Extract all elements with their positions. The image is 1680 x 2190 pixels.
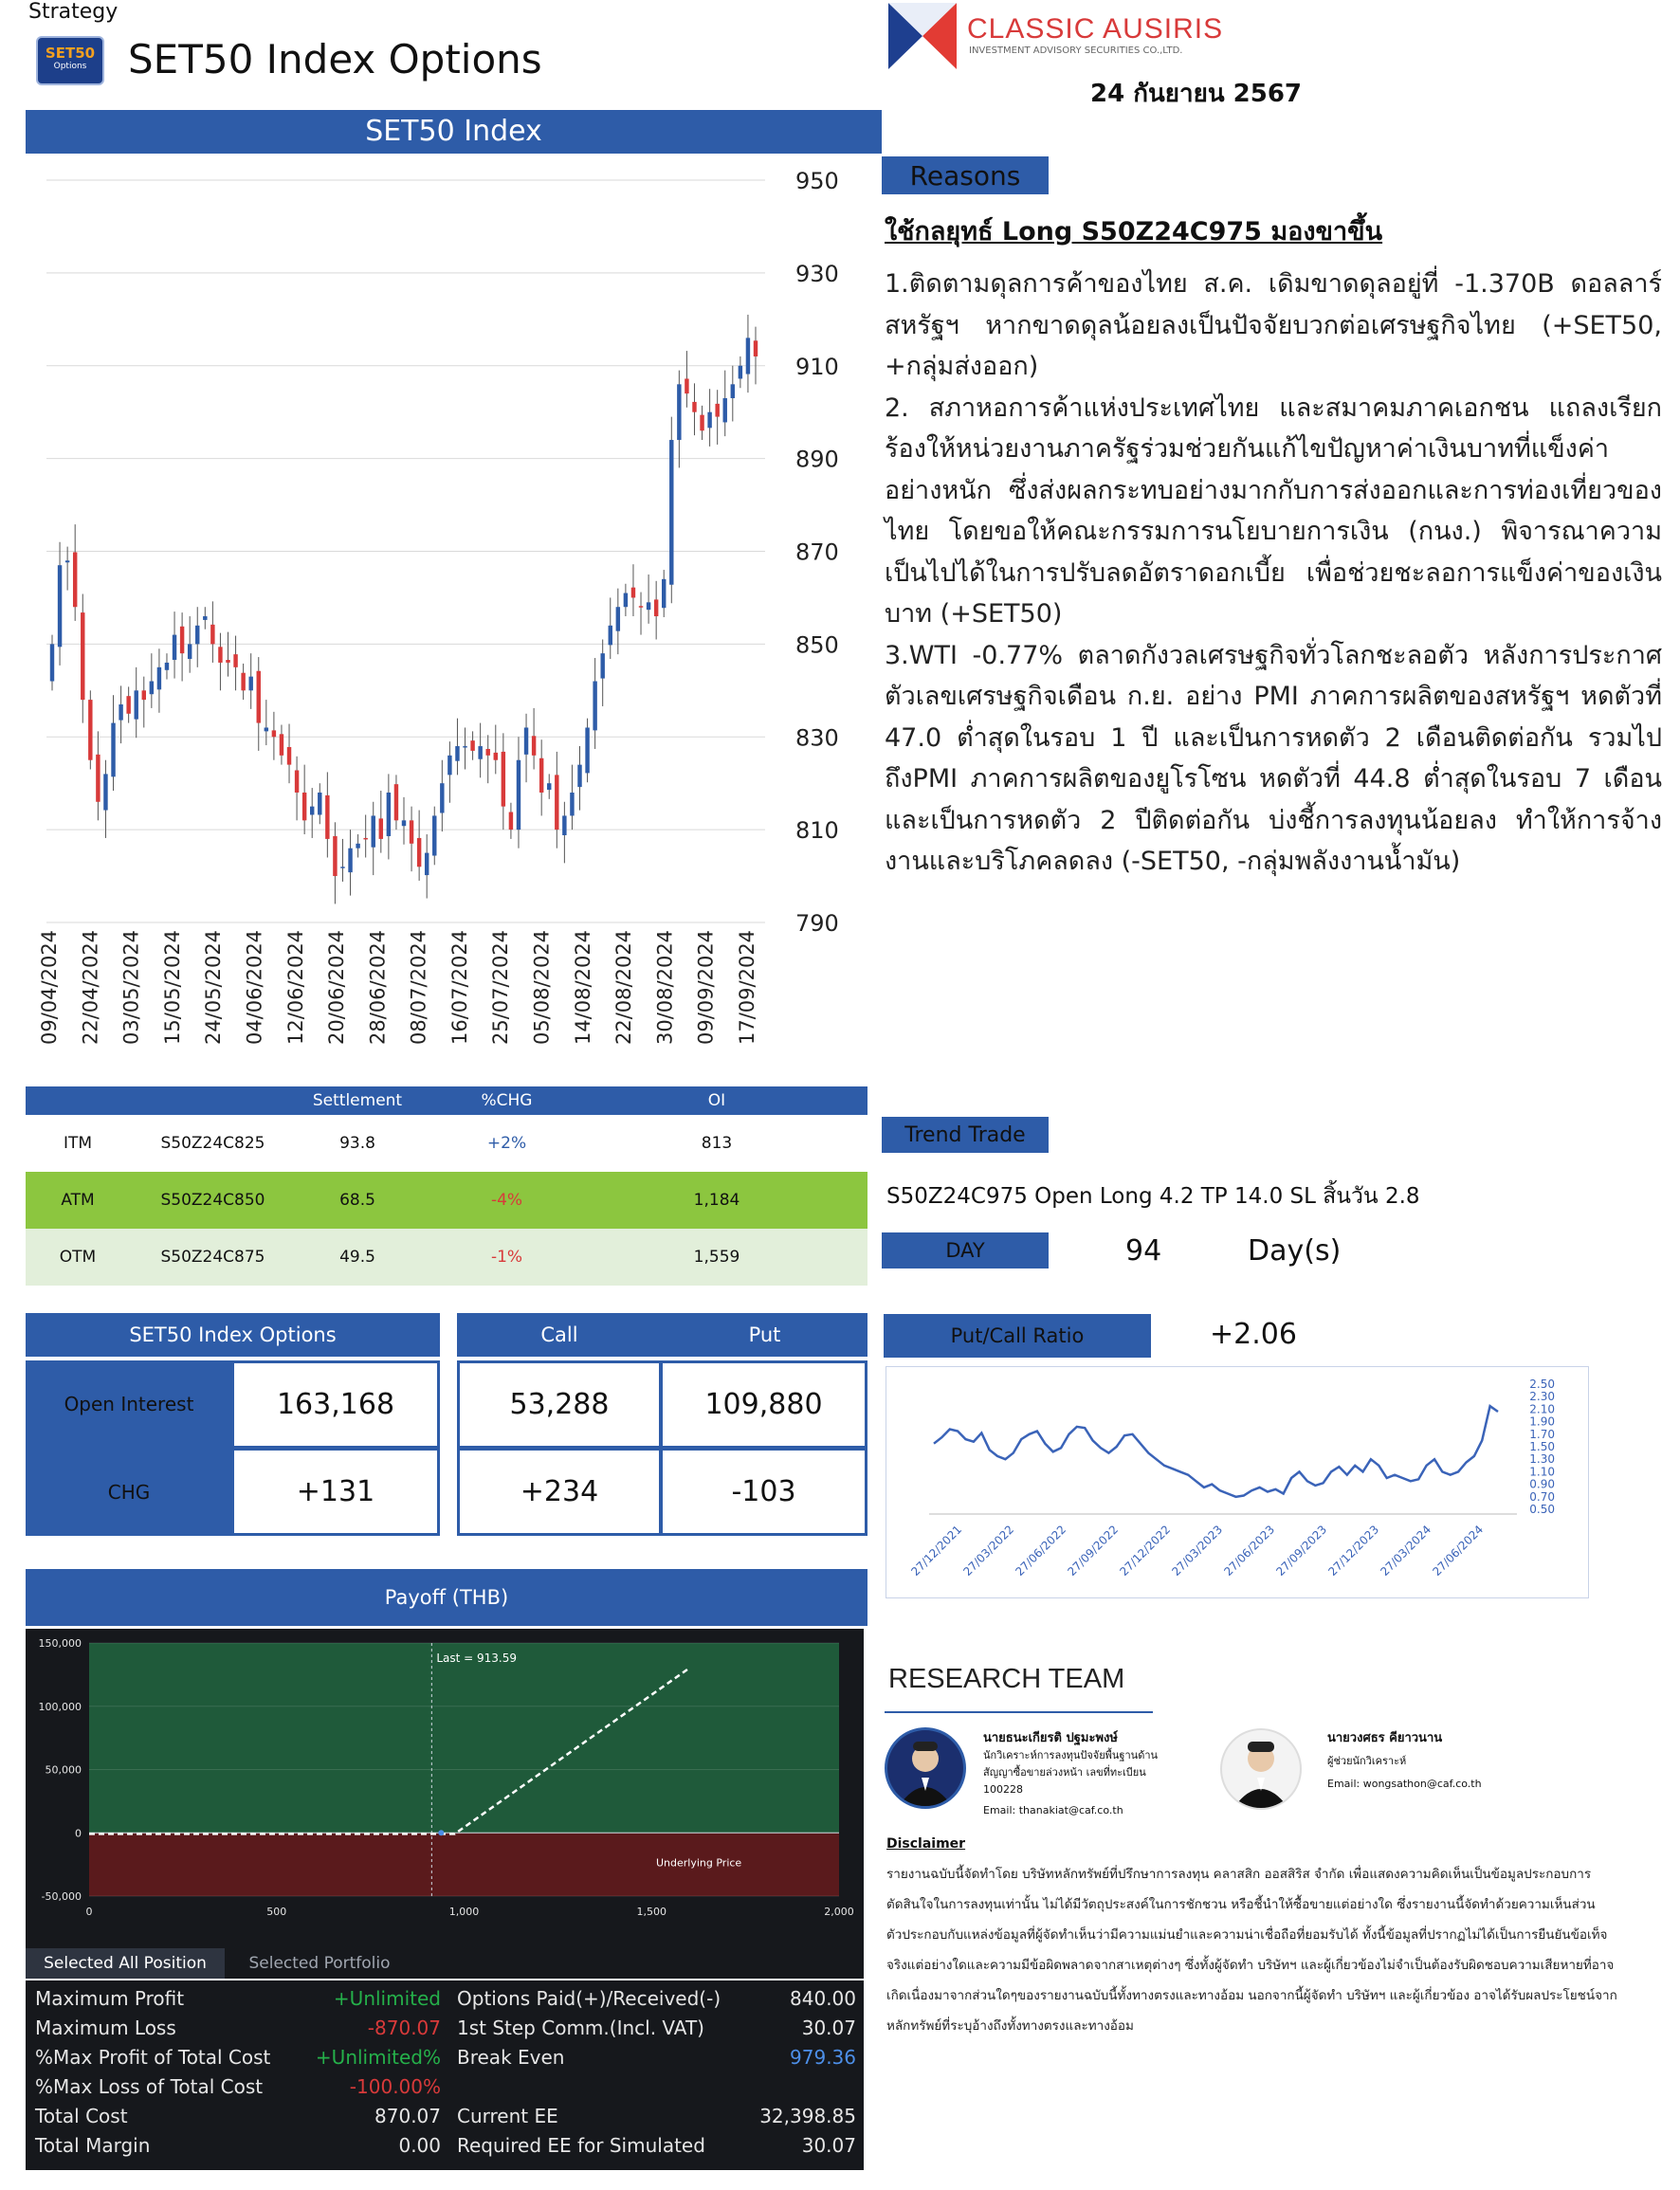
pcr-x-tick: 27/06/2023 xyxy=(1221,1523,1278,1579)
stat-label: Total Cost xyxy=(35,2105,128,2127)
candle-body xyxy=(700,415,703,431)
analyst2-email: Email: wongsathon@caf.co.th xyxy=(1327,1778,1482,1790)
candle-body xyxy=(111,723,115,777)
candle-body xyxy=(555,775,558,830)
row-chg: -1% xyxy=(490,1248,523,1267)
logo-text: SET50 xyxy=(45,45,96,62)
oi-left-block xyxy=(26,1360,440,1536)
oi-call-put-header xyxy=(457,1313,867,1357)
row-oi: 1,559 xyxy=(693,1248,740,1267)
y-tick-label: 830 xyxy=(795,724,839,752)
candle-body xyxy=(593,682,596,731)
payoff-y-tick: 50,000 xyxy=(45,1763,82,1777)
pcr-x-tick: 27/03/2022 xyxy=(960,1523,1017,1579)
candle-body xyxy=(295,770,299,792)
candle-body xyxy=(280,734,283,756)
candle-body xyxy=(425,853,429,875)
candle-body xyxy=(340,867,344,868)
reasons-body xyxy=(885,264,1662,883)
payoff-y-tick: 150,000 xyxy=(38,1637,82,1650)
reason-3: 3.WTI -0.77% ตลาดกังวลเศรษฐกิจทั่วโลกชะลอตัว หลังการประกาศตัวเลขเศรษฐกิจเดือน ก.ย. อย่าง PMI ภาคการผลิตของสหรัฐฯ หดตัวที่ 47.0 ต่ำสุดในรอบ 1 ปี และเป็นการหดตัว 2 เดือนติดต่อกัน รวมไปถึงPMI ภาคการผลิตของยูโรโซน หดตัวที่ 44.8 ต่ำสุดในรอบ 7 เดือน และเป็นการหดตัว 2 ปีติดต่อกัน บ่งชี้การลงทุนน้อยลง ทำให้การจ้างงานและบริโภคลดลง (-SET50, -กลุ่มพลังงานน้ำมัน) xyxy=(885,640,1662,876)
candle-body xyxy=(754,340,758,356)
x-tick-label: 30/08/2024 xyxy=(653,929,677,1045)
col-chg: %CHG xyxy=(481,1091,533,1110)
payoff-x-tick: 1,000 xyxy=(448,1906,480,1918)
analyst1-email: Email: thanakiat@caf.co.th xyxy=(983,1804,1123,1816)
reasons-headline: ใช้กลยุทธ์ Long S50Z24C975 มองขาขึ้น xyxy=(885,217,1383,246)
col-type xyxy=(26,1086,130,1115)
pcr-x-tick: 27/03/2023 xyxy=(1169,1523,1226,1579)
candle-body xyxy=(669,440,673,585)
candle-body xyxy=(81,612,84,700)
oi-table-title: SET50 Index Options xyxy=(26,1313,440,1357)
candle-body xyxy=(241,673,245,691)
page-title: SET50 Index Options xyxy=(128,36,542,82)
candle-body xyxy=(723,398,727,422)
candle-body xyxy=(325,795,329,839)
candle-body xyxy=(134,690,137,719)
underlying-price-label: Underlying Price xyxy=(656,1856,742,1870)
put-header: Put xyxy=(748,1323,781,1346)
candle-body xyxy=(58,565,62,647)
day-unit: Day(s) xyxy=(1248,1234,1342,1268)
candle-body xyxy=(379,818,383,839)
index-chart-title: SET50 Index xyxy=(26,110,882,154)
x-tick-label: 14/08/2024 xyxy=(571,929,594,1045)
pcr-label: Put/Call Ratio xyxy=(884,1314,1151,1358)
oi-put-value: 109,880 xyxy=(663,1363,865,1446)
company-logo xyxy=(888,3,957,69)
row-oi: 813 xyxy=(701,1134,733,1153)
candle-body xyxy=(195,626,199,645)
candle-body xyxy=(142,690,146,700)
candle-body xyxy=(203,616,207,620)
payoff-stats xyxy=(26,1980,864,2170)
candle-body xyxy=(517,760,520,830)
table-row xyxy=(26,1172,867,1229)
research-team-title: RESEARCH TEAM xyxy=(888,1664,1125,1694)
stat-value: 870.07 xyxy=(374,2105,441,2127)
stat-label: Current EE xyxy=(457,2105,558,2127)
candle-body xyxy=(257,671,261,723)
candle-body xyxy=(88,700,92,760)
table-row xyxy=(26,1115,867,1172)
x-tick-label: 22/08/2024 xyxy=(612,929,636,1045)
candle-body xyxy=(715,404,719,417)
options-table xyxy=(26,1086,867,1286)
candle-body xyxy=(318,793,321,814)
strategy-label: Strategy xyxy=(28,0,119,24)
payoff-chart xyxy=(26,1629,864,1948)
stat-label: %Max Loss of Total Cost xyxy=(35,2075,264,2098)
candle-body xyxy=(218,647,222,663)
chg-put-value: -103 xyxy=(663,1451,865,1533)
candle-body xyxy=(73,552,77,607)
candle-body xyxy=(692,402,696,412)
trend-trade-text: S50Z24C975 Open Long 4.2 TP 14.0 SL สิ้นวัน 2.8 xyxy=(886,1184,1420,1209)
pcr-y-tick: 1.70 xyxy=(1529,1427,1555,1441)
candle-body xyxy=(739,366,742,379)
analyst1-role: นักวิเคราะห์การลงทุนปัจจัยพื้นฐานด้านสัญญาซื้อขายล่วงหน้า เลขที่ทะเบียน 100228 xyxy=(983,1749,1159,1796)
candle-body xyxy=(233,654,237,667)
row-settlement: 93.8 xyxy=(339,1134,375,1153)
pcr-y-tick: 0.50 xyxy=(1529,1503,1555,1516)
stat-value: +Unlimited xyxy=(333,1987,441,2010)
pcr-y-tick: 2.10 xyxy=(1529,1402,1555,1416)
pcr-x-tick: 27/06/2024 xyxy=(1430,1523,1487,1579)
candle-body xyxy=(577,765,581,787)
x-tick-label: 24/05/2024 xyxy=(202,929,226,1045)
candle-body xyxy=(402,820,406,826)
stat-value: 840.00 xyxy=(790,1987,856,2010)
analyst2-avatar xyxy=(1220,1728,1302,1810)
col-settlement: Settlement xyxy=(312,1091,403,1110)
x-tick-label: 25/07/2024 xyxy=(489,929,513,1045)
candle-body xyxy=(150,682,154,695)
pcr-y-tick: 2.50 xyxy=(1529,1378,1555,1391)
analyst1-name: นายธนะเกียรติ ปฐมะพงษ์ xyxy=(983,1731,1118,1745)
stat-label: Total Margin xyxy=(35,2134,151,2157)
candle-body xyxy=(609,626,612,646)
set50-options-logo xyxy=(36,36,104,85)
candle-body xyxy=(502,752,505,807)
payoff-tabs xyxy=(26,1948,864,1979)
pcr-x-tick: 27/12/2023 xyxy=(1325,1523,1382,1579)
candle-body xyxy=(226,660,229,663)
candle-body xyxy=(455,746,459,761)
candle-body xyxy=(248,677,252,691)
chg-total-value: +131 xyxy=(234,1451,437,1533)
stat-label: 1st Step Comm.(Incl. VAT) xyxy=(457,2017,704,2039)
oi-right-block xyxy=(457,1360,867,1536)
candle-body xyxy=(524,727,528,754)
stat-label: Required EE for Simulated xyxy=(457,2134,705,2157)
options-table-header xyxy=(26,1086,867,1115)
candle-body xyxy=(585,727,589,773)
candle-body xyxy=(662,579,666,608)
candle-body xyxy=(310,807,314,815)
candle-body xyxy=(677,384,681,440)
candle-body xyxy=(539,758,543,793)
candle-body xyxy=(387,793,391,836)
candle-body xyxy=(363,838,367,840)
y-tick-label: 930 xyxy=(795,260,839,287)
candle-body xyxy=(624,593,628,608)
candle-body xyxy=(447,756,451,776)
candle-body xyxy=(173,635,176,660)
x-tick-label: 28/06/2024 xyxy=(366,929,390,1045)
reason-2: 2. สภาหอการค้าแห่งประเทศไทย และสมาคมภาคเอกชน แถลงเรียกร้องให้หน่วยงานภาครัฐร่วมช่วยกันแก้ไขปัญหาค่าเงินบาทที่แข็งค่าอย่างหนัก ซึ่งส่งผลกระทบอย่างมากกับการส่งออกและการท่องเที่ยวของไทย โดยขอให้คณะกรรมการนโยบายการเงิน (กนง.) พิจารณาความเป็นไปได้ในการปรับลดอัตราดอกเบี้ย เพื่อช่วยชะลอการแข็งค่าของเงินบาท (+SET50) xyxy=(885,392,1662,629)
call-header: Call xyxy=(540,1323,578,1346)
table-row xyxy=(26,1229,867,1286)
candle-body xyxy=(731,384,735,398)
logo-sub: Options xyxy=(53,62,87,71)
candle-body xyxy=(654,599,658,616)
company-name: CLASSIC AUSIRIS xyxy=(967,13,1224,45)
candle-body xyxy=(485,749,489,756)
stat-value: -100.00% xyxy=(349,2075,441,2098)
y-tick-label: 850 xyxy=(795,631,839,659)
x-tick-label: 17/09/2024 xyxy=(736,929,758,1045)
pcr-x-tick: 27/06/2022 xyxy=(1013,1523,1069,1579)
pcr-y-tick: 1.50 xyxy=(1529,1440,1555,1453)
candle-body xyxy=(165,663,169,670)
stat-label: %Max Profit of Total Cost xyxy=(35,2046,271,2069)
row-series: S50Z24C850 xyxy=(160,1191,265,1210)
row-chg: +2% xyxy=(486,1134,527,1153)
candle-body xyxy=(372,815,375,847)
reason-1: 1.ติดตามดุลการค้าของไทย ส.ค. เดิมขาดดุลอยู่ที่ -1.370B ดอลลาร์สหรัฐฯ หากขาดดุลน้อยลงเป็นปัจจัยบวกต่อเศรษฐกิจไทย (+SET50, +กลุ่มส่งออก) xyxy=(885,269,1662,381)
candle-body xyxy=(265,727,268,731)
pcr-x-tick: 27/12/2022 xyxy=(1117,1523,1174,1579)
y-tick-label: 950 xyxy=(795,168,839,194)
payoff-x-tick: 1,500 xyxy=(636,1906,667,1918)
analyst2-name: นายวงศธร คียาวนาน xyxy=(1327,1731,1443,1745)
last-price-label: Last = 913.59 xyxy=(436,1652,517,1665)
candle-body xyxy=(103,774,107,810)
row-series: S50Z24C875 xyxy=(160,1248,265,1267)
trend-trade-label: Trend Trade xyxy=(882,1117,1049,1153)
stat-value: +Unlimited% xyxy=(315,2046,441,2069)
x-tick-label: 20/06/2024 xyxy=(325,929,349,1045)
stat-value: 0.00 xyxy=(398,2134,441,2157)
reasons-label: Reasons xyxy=(882,156,1049,194)
chg-label: CHG xyxy=(107,1481,151,1504)
stat-value: -870.07 xyxy=(367,2017,441,2039)
pcr-x-tick: 27/09/2023 xyxy=(1273,1523,1330,1579)
candle-body xyxy=(50,644,54,681)
x-tick-label: 22/04/2024 xyxy=(79,929,102,1045)
candle-body xyxy=(126,696,130,714)
candle-body xyxy=(570,793,574,815)
y-tick-label: 790 xyxy=(795,910,839,937)
candle-body xyxy=(746,338,750,374)
report-date: 24 กันยายน 2567 xyxy=(1090,80,1303,108)
candle-body xyxy=(494,753,498,760)
stat-value: 30.07 xyxy=(801,2017,856,2039)
candle-body xyxy=(302,793,306,820)
candle-body xyxy=(707,412,711,429)
candle-body xyxy=(647,602,650,610)
chg-call-value: +234 xyxy=(460,1451,659,1533)
oi-call-value: 53,288 xyxy=(460,1363,659,1446)
row-settlement: 68.5 xyxy=(339,1191,375,1210)
stat-value: 979.36 xyxy=(790,2046,856,2069)
row-type: ITM xyxy=(63,1134,93,1153)
x-tick-label: 03/05/2024 xyxy=(119,929,143,1045)
candle-body xyxy=(547,783,551,790)
pcr-y-tick: 0.90 xyxy=(1529,1477,1555,1491)
profit-zone xyxy=(89,1643,839,1833)
row-settlement: 49.5 xyxy=(339,1248,375,1267)
oi-total-value: 163,168 xyxy=(234,1363,437,1446)
pcr-y-tick: 1.10 xyxy=(1529,1465,1555,1479)
candle-body xyxy=(463,746,466,748)
candle-body xyxy=(333,836,337,876)
y-tick-label: 890 xyxy=(795,446,839,473)
candle-body xyxy=(600,653,604,678)
analyst1-avatar xyxy=(885,1727,966,1809)
tab-selected-all-position[interactable]: Selected All Position xyxy=(26,1948,225,1979)
candle-body xyxy=(188,644,192,659)
tab-selected-portfolio[interactable]: Selected Portfolio xyxy=(248,1954,391,1973)
payoff-x-tick: 500 xyxy=(266,1906,287,1918)
payoff-x-tick: 2,000 xyxy=(824,1906,854,1918)
candle-body xyxy=(394,784,398,820)
x-tick-label: 05/08/2024 xyxy=(530,929,554,1045)
row-chg: -4% xyxy=(490,1191,523,1210)
candle-body xyxy=(532,736,536,756)
x-tick-label: 15/05/2024 xyxy=(160,929,184,1045)
candle-body xyxy=(180,627,184,653)
candle-body xyxy=(157,667,161,689)
payoff-title: Payoff (THB) xyxy=(26,1569,867,1626)
stat-label: Maximum Loss xyxy=(35,2017,176,2039)
x-tick-label: 09/04/2024 xyxy=(38,929,61,1045)
day-value: 94 xyxy=(1125,1234,1162,1268)
disclaimer-text: รายงานฉบับนี้จัดทำโดย บริษัทหลักทรัพย์ที่ปรึกษาการลงทุน คลาสสิก ออสสิริส จำกัด เพื่อแสดงความคิดเห็นเป็นข้อมูลประกอบการตัดสินใจในการลงทุนเท่านั้น ไม่ได้มีวัตถุประสงค์ในการชักชวน หรือชี้นำให้ซื้อขายแต่อย่างใด ซึ่งรายงานนี้จัดทำด้วยความเห็นส่วนตัวประกอบกับแหล่งข้อมูลที่ผู้จัดทำเห็นว่ามีความแม่นยำและความน่าเชื่อถือที่ยอมรับได้ ทั้งนี้ข้อมูลที่ปรากฏไม่ได้เป็นการยืนยันข้อเท็จจริงแต่อย่างใดและความมีข้อผิดพลาดจากสาเหตุต่างๆ ซึ่งทั้งผู้จัดทำ บริษัทฯ และผู้เกี่ยวข้องไม่จำเป็นต้องรับผิดชอบความเสียหายที่อาจ เกิดเนื่องมาจากส่วนใดๆของรายงานฉบับนี้ทั้งทางตรงและทางอ้อม นอกจากนี้ผู้จัดทำ บริษัทฯ และผู้เกี่ยวข้อง อาจได้รับผลประโยชน์จากหลักทรัพย์ที่ระบุอ้างถึงทั้งทางตรงและทางอ้อม xyxy=(886,1867,1617,2034)
pcr-value: +2.06 xyxy=(1210,1318,1297,1351)
payoff-y-tick: 0 xyxy=(75,1827,82,1840)
row-type: ATM xyxy=(61,1191,95,1210)
pcr-y-tick: 1.30 xyxy=(1529,1452,1555,1467)
pcr-y-tick: 2.30 xyxy=(1529,1390,1555,1404)
candle-body xyxy=(210,625,214,645)
candle-body xyxy=(65,560,69,562)
candle-body xyxy=(562,815,566,835)
col-series xyxy=(130,1086,296,1115)
candle-body xyxy=(417,838,421,867)
payoff-x-tick: 0 xyxy=(85,1906,93,1918)
analyst2-role: ผู้ช่วยนักวิเคราะห์ xyxy=(1327,1755,1407,1767)
candle-body xyxy=(432,815,436,855)
open-interest-label: Open Interest xyxy=(64,1393,194,1415)
candle-body xyxy=(616,607,620,630)
candle-body xyxy=(685,378,688,393)
candle-body xyxy=(470,740,474,751)
payoff-y-tick: -50,000 xyxy=(41,1890,82,1903)
stat-label: Break Even xyxy=(457,2046,565,2069)
row-series: S50Z24C825 xyxy=(160,1134,265,1153)
x-tick-label: 16/07/2024 xyxy=(447,929,471,1045)
x-tick-label: 08/07/2024 xyxy=(407,929,430,1045)
research-underline xyxy=(885,1711,1153,1713)
stat-label: Maximum Profit xyxy=(35,1987,185,2010)
pcr-y-tick: 0.70 xyxy=(1529,1489,1555,1504)
candle-body xyxy=(509,812,513,830)
candle-body xyxy=(631,588,635,598)
candle-body xyxy=(96,755,100,802)
candle-body xyxy=(440,783,444,812)
pcr-chart xyxy=(886,1366,1589,1598)
candle-body xyxy=(348,849,352,872)
candle-body xyxy=(272,730,276,737)
y-tick-label: 810 xyxy=(795,817,839,845)
stat-value: 32,398.85 xyxy=(759,2105,856,2127)
pcr-x-tick: 27/03/2024 xyxy=(1378,1523,1434,1579)
stat-label: Options Paid(+)/Received(-) xyxy=(457,1987,721,2010)
candle-body xyxy=(119,704,122,721)
x-tick-label: 12/06/2024 xyxy=(283,929,307,1045)
candle-body xyxy=(410,820,413,843)
pcr-x-tick: 27/09/2022 xyxy=(1065,1523,1122,1579)
col-oi: OI xyxy=(707,1091,726,1110)
company-sub: INVESTMENT ADVISORY SECURITIES CO.,LTD. xyxy=(969,46,1183,56)
current-point xyxy=(438,1830,444,1835)
candle-body xyxy=(639,606,643,608)
y-tick-label: 870 xyxy=(795,538,839,566)
pcr-x-tick: 27/12/2021 xyxy=(908,1523,965,1579)
disclaimer-title: Disclaimer xyxy=(886,1836,966,1852)
pcr-y-tick: 1.90 xyxy=(1529,1414,1555,1429)
stat-value: 30.07 xyxy=(801,2134,856,2157)
day-label: DAY xyxy=(882,1232,1049,1268)
y-tick-label: 910 xyxy=(795,353,839,380)
x-tick-label: 09/09/2024 xyxy=(694,929,718,1045)
row-oi: 1,184 xyxy=(693,1191,740,1210)
payoff-y-tick: 100,000 xyxy=(38,1700,82,1713)
candle-body xyxy=(478,746,482,759)
candle-body xyxy=(287,747,291,765)
candle-body xyxy=(356,844,359,849)
x-tick-label: 04/06/2024 xyxy=(243,929,266,1045)
row-type: OTM xyxy=(59,1248,97,1267)
set50-candlestick-chart xyxy=(26,156,882,1052)
pcr-line xyxy=(934,1406,1498,1497)
